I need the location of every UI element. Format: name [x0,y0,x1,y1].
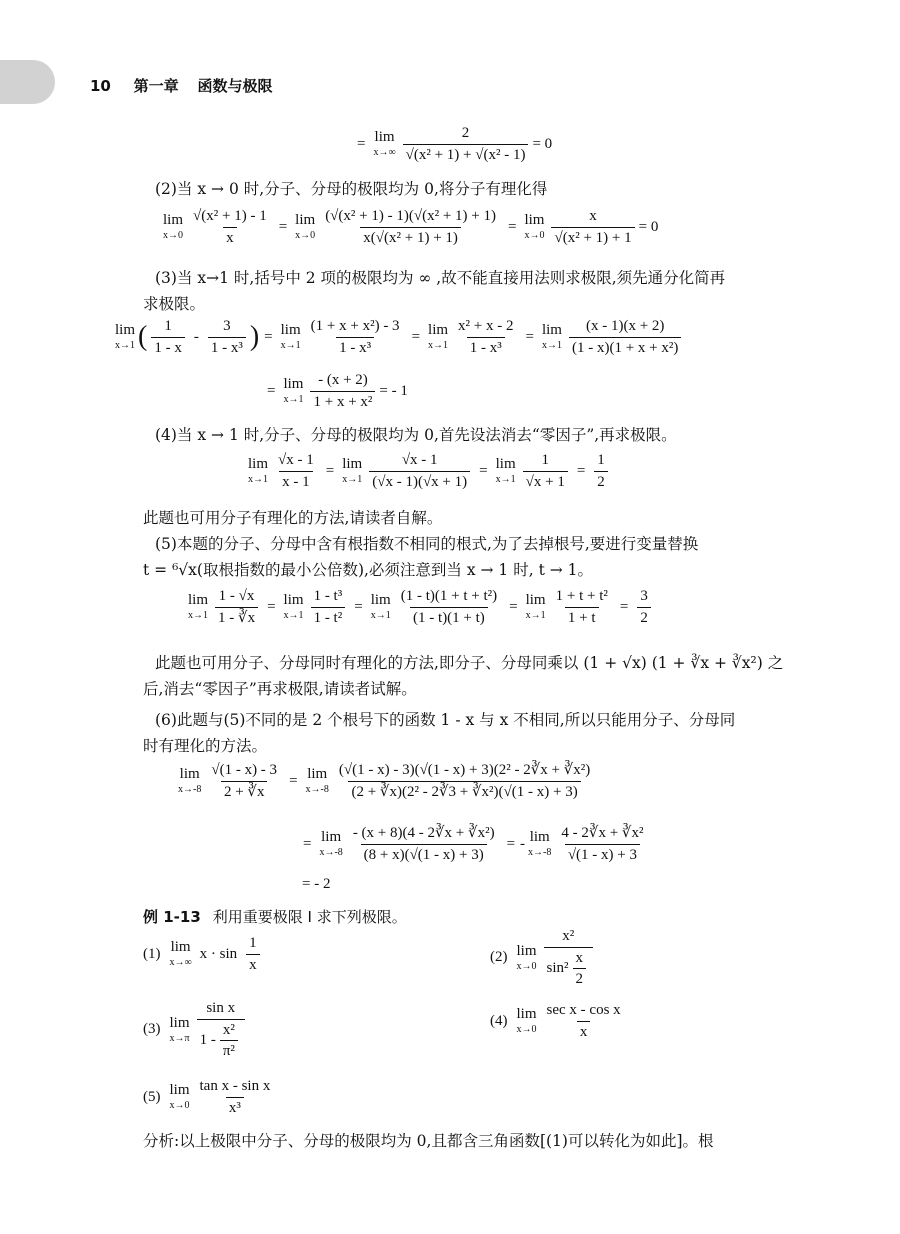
exercise-5: (5) lim x→0 tan x - sin x x³ [143,1078,271,1116]
equation-1: = lim x→∞ $\frac{2}{\text{√(x² + 1) + √(x² - 1)}}$ = 0 [357,125,553,163]
paragraph-6b: 时有理化的方法。 [143,737,268,755]
paragraph-3a: (3)当 x→1 时,括号中 2 项的极限均为 ∞ ,故不能直接用法则求极限,须先通分化简再 [155,269,726,287]
paragraph-4: (4)当 x → 1 时,分子、分母的极限均为 0,首先设法消去“零因子”,再求极限。 [155,426,677,444]
exercise-1: (1) lim x→∞ x · sin 1 x [143,935,264,973]
equation-5: lim x→1 $\frac{1 - √x}{1 - ∛x}$ = lim x→1 $\frac{\text{1 - t³}}{\text{1 - t²}}$ = lim x→1 $\frac{\text{(1 - t)(1 + t + t²)}}{(1 - t)(1 + t)}$ = lim x→1 $\frac{\text{1 + t + t²}}{1 + t}$ = $\frac{3}{2}$ [185,588,655,626]
equation-6-cont: = lim x→-8 $\frac{\text{- (x + 8)(4 - 2∛x + ∛x²)}}{(8 + x)(√(1 - x) + 3)}$ = - lim x→-8 4 - 2∛x + ∛x² √(1 - x) + 3 [303,825,644,863]
paragraph-6a: (6)此题与(5)不同的是 2 个根号下的函数 1 - x 与 x 不相同,所以只能用分子、分母同 [155,711,736,729]
paragraph-3b: 求极限。 [143,295,206,313]
example-heading [143,906,407,927]
equation-6-result: = - 2 [302,876,331,892]
paragraph-5b: t = ⁶√x(取根指数的最小公倍数),必须注意到当 x → 1 时, t → 1。 [143,561,594,579]
page-tab-marker [0,60,55,104]
exercise-2: (2) lim x→0 x² sin² x 2 [490,928,597,988]
equation-4: lim x→1 $\frac{√x - 1}{x - 1}$ = lim x→1 $\frac{√x - 1}{(√x - 1)(√x + 1)}$ = lim x→1 $\frac{1}{√x + 1}$ = $\frac{1}{2}$ [245,452,612,490]
chapter-label: 第一章 [133,77,179,95]
chapter-title: 函数与极限 [197,77,273,95]
paragraph-5a: (5)本题的分子、分母中含有根指数不相同的根式,为了去掉根号,要进行变量替换 [155,535,699,553]
example-label: 例 1-13 [143,908,201,926]
equation-6: lim x→-8 $\frac{√(1 - x) - 3}{2 + ∛x}$ = lim x→-8 (√(1 - x) - 3)(√(1 - x) + 3)(2² - 2∛x + ∛x²) (2 + ∛x)(2² - 2∛3 + ∛x²)(√(1 - x) + 3) [178,762,591,800]
exercise-4: (4) lim x→0 sec x - cos x x [490,1002,621,1040]
paragraph-5-note-b: 后,消去“零因子”再求极限,请读者试解。 [143,680,417,698]
equation-2: lim x→0 $\frac{\text{√(x² + 1) - 1}}{x}$ = lim x→0 $\frac{\text{(√(x² + 1) - 1)(√(x² + 1) + 1)}}{\text{x(√(x² + 1) + 1)}}$ = lim x→0 $\frac{x}{\text{√(x² + 1) + 1}}$ = 0 [163,208,659,246]
analysis-paragraph: 分析:以上极限中分子、分母的极限均为 0,且都含三角函数[(1)可以转化为如此]。根 [143,1132,714,1150]
example-title: 利用重要极限 Ⅰ 求下列极限。 [212,908,407,926]
equation-3: lim x→1 ( 1 1 - x - 3 1 - x³ ) = lim x→1 $\frac{\text{(1 + x + x²) - 3}}{\text{1 - x³}}$ = lim x→1 $\frac{\text{x² + x - 2}}{\text{1 - x³}}$ = lim x→1 (x - 1)(x + 2) (1 - x)(1 + x + x²) [112,318,685,356]
equation-3-cont: = lim x→1 $\frac{- (x + 2)}{\text{1 + x + x²}}$ = - 1 [267,372,408,410]
exercise-3: (3) lim x→π sin x 1 - x² π² [143,1000,249,1060]
paragraph-4-note: 此题也可用分子有理化的方法,请读者自解。 [143,509,443,527]
paragraph-2: (2)当 x → 0 时,分子、分母的极限均为 0,将分子有理化得 [155,180,548,198]
page-number: 10 [90,77,111,95]
paragraph-5-note-a: 此题也可用分子、分母同时有理化的方法,即分子、分母同乘以 (1 + √x) (1 + ∛x + ∛x²) 之 [155,654,784,672]
running-header [90,75,272,96]
